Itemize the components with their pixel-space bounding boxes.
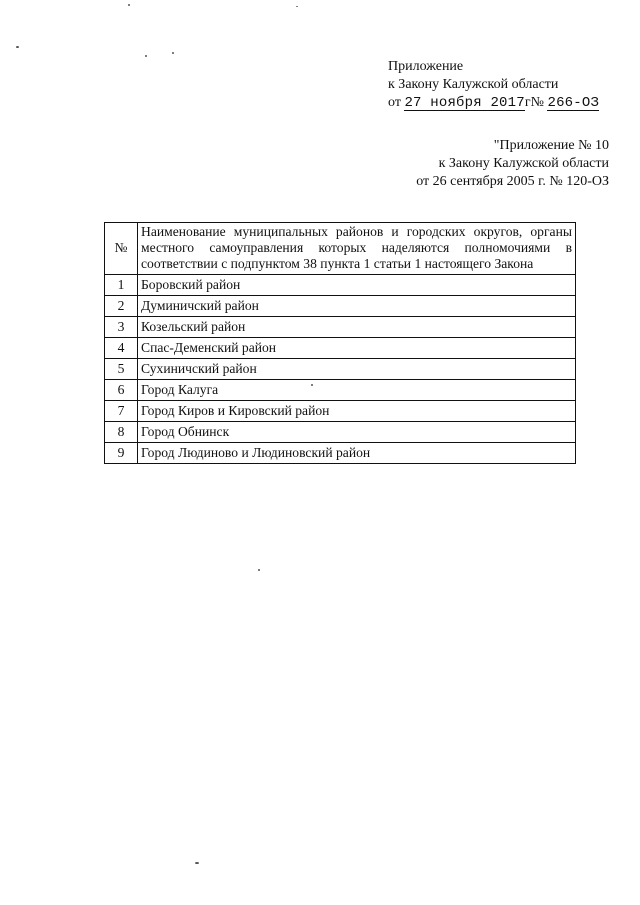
row-name: Город Обнинск xyxy=(138,422,576,443)
appendix-title: Приложение xyxy=(388,59,464,74)
amended-appendix-law: к Закону Калужской области xyxy=(438,156,609,171)
row-number: 2 xyxy=(105,296,138,317)
scan-speck xyxy=(145,55,147,57)
row-name: Город Киров и Кировский район xyxy=(138,401,576,422)
table-row xyxy=(105,380,576,401)
amended-appendix-title: "Приложение № 10 xyxy=(493,138,609,153)
row-number: 1 xyxy=(105,275,138,296)
scan-speck xyxy=(172,52,174,54)
table-row xyxy=(105,443,576,464)
scan-speck xyxy=(258,569,260,571)
row-name: Сухиничский район xyxy=(138,359,576,380)
header-name: Наименование муниципальных районов и городских округов, органы местного самоуправления которых наделяются полномочиями в соответствии с подпунктом 38 пункта 1 статьи 1 настоящего Закона xyxy=(138,223,576,275)
scan-speck xyxy=(195,862,199,864)
municipalities-table xyxy=(104,222,576,464)
stamped-number: 266-ОЗ xyxy=(547,95,600,111)
row-name: Спас-Деменский район xyxy=(138,338,576,359)
amended-appendix-header xyxy=(416,137,609,191)
table-row xyxy=(105,275,576,296)
row-name: Думиничский район xyxy=(138,296,576,317)
appendix-date-line xyxy=(388,94,599,112)
table-header-row xyxy=(105,223,576,275)
date-suffix: г xyxy=(524,95,531,110)
number-prefix: № xyxy=(530,95,544,110)
scan-speck xyxy=(128,4,130,6)
table-row xyxy=(105,317,576,338)
date-prefix: от xyxy=(388,95,401,110)
scan-speck xyxy=(16,46,19,48)
row-number: 8 xyxy=(105,422,138,443)
row-name: Город Калуга xyxy=(138,380,576,401)
table-row xyxy=(105,338,576,359)
row-number: 7 xyxy=(105,401,138,422)
appendix-law: к Закону Калужской области xyxy=(388,77,559,92)
stamped-date: 27 ноября 2017 xyxy=(404,95,525,111)
row-number: 4 xyxy=(105,338,138,359)
row-number: 3 xyxy=(105,317,138,338)
row-number: 5 xyxy=(105,359,138,380)
table-row xyxy=(105,296,576,317)
scan-speck xyxy=(296,6,298,7)
row-number: 9 xyxy=(105,443,138,464)
row-name: Козельский район xyxy=(138,317,576,338)
amended-appendix-ref: от 26 сентября 2005 г. № 120-ОЗ xyxy=(416,174,609,189)
row-name: Боровский район xyxy=(138,275,576,296)
header-number: № xyxy=(105,223,138,275)
table-row xyxy=(105,359,576,380)
row-name: Город Людиново и Людиновский район xyxy=(138,443,576,464)
appendix-header xyxy=(388,58,599,112)
table-row xyxy=(105,422,576,443)
table-row xyxy=(105,401,576,422)
row-number: 6 xyxy=(105,380,138,401)
